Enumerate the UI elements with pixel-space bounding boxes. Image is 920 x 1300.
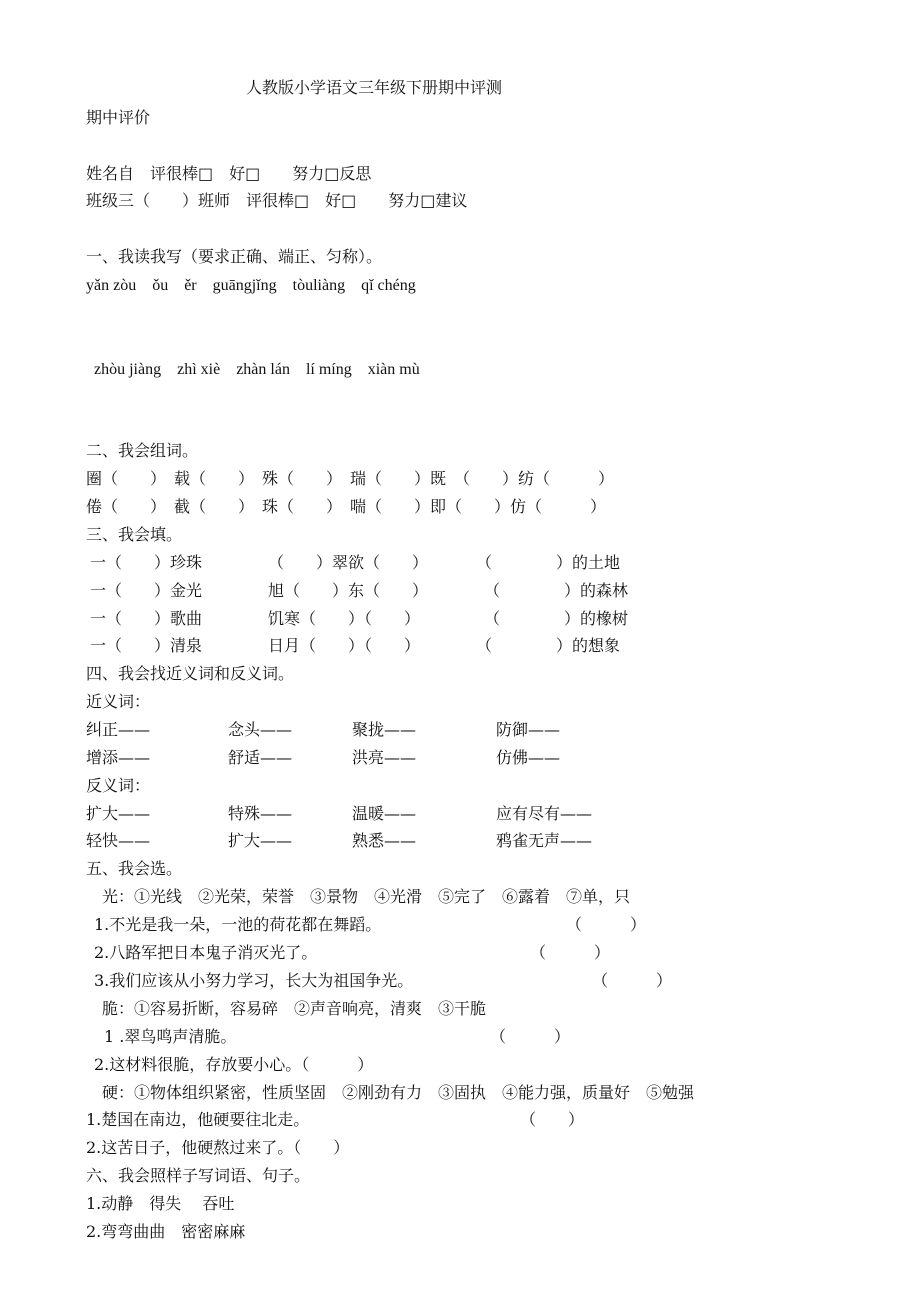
fill-cell: 旭（ ）东（ ）	[268, 581, 429, 600]
cui-item-2: 2.这材料很脆，存放要小心。（ ）	[94, 1055, 374, 1074]
synonym-cell: 聚拢——	[352, 720, 417, 739]
synonym-label: 近义词：	[86, 692, 151, 711]
antonym-cell: 扩大——	[86, 804, 151, 823]
antonym-cell: 特殊——	[228, 804, 293, 823]
synonym-cell: 纠正——	[86, 720, 151, 739]
ying-item-2: 2.这苦日子，他硬熬过来了。（ ）	[86, 1138, 350, 1157]
section5-heading: 五、我会选。	[86, 859, 183, 878]
section6-heading: 六、我会照样子写词语、句子。	[86, 1166, 311, 1185]
example-item-2: 2.弯弯曲曲 密密麻麻	[86, 1222, 246, 1241]
fill-cell: 一（ ）歌曲	[90, 609, 203, 628]
synonym-cell: 念头——	[228, 720, 293, 739]
guang-definitions: 光：①光线 ②光荣，荣誉 ③景物 ④光滑 ⑤完了 ⑥露着 ⑦单，只	[102, 887, 631, 906]
cui-item-1: 1 .翠鸟鸣声清脆。	[104, 1027, 237, 1046]
answer-blank: （ ）	[490, 1027, 571, 1046]
ying-definitions: 硬：①物体组织紧密，性质坚固 ②刚劲有力 ③固执 ④能力强，质量好 ⑤勉强	[102, 1083, 695, 1102]
word-group-row-1: 圈（ ） 载（ ） 殊（ ） 瑞（ ）既 （ ）纺（ ）	[86, 469, 615, 488]
fill-cell: 一（ ）金光	[90, 581, 203, 600]
fill-cell: （ ）的森林	[484, 581, 629, 600]
pinyin-row-1: yǎn zòu ǒu ěr guāngjǐng tòuliàng qǐ chéng	[86, 277, 416, 294]
synonym-cell: 增添——	[86, 748, 151, 767]
fill-cell: （ ）翠欲（ ）	[268, 553, 429, 572]
antonym-cell: 扩大——	[228, 831, 293, 850]
guang-item-2: 2.八路军把日本鬼子消灭光了。	[94, 943, 318, 962]
word-group-row-2: 倦（ ） 截（ ） 珠（ ） 喘（ ）即（ ）仿（ ）	[86, 497, 607, 516]
cui-definitions: 脆：①容易折断，容易碎 ②声音响亮，清爽 ③干脆	[102, 999, 487, 1018]
subtitle: 期中评价	[86, 108, 151, 127]
header-row-name: 姓名自 评很棒□ 好□ 努力□反思	[86, 164, 372, 183]
answer-blank: （ ）	[592, 971, 673, 990]
example-item-1: 1.动静 得失 吞吐	[86, 1194, 235, 1213]
fill-cell: 一（ ）珍珠	[90, 553, 203, 572]
synonym-cell: 洪亮——	[352, 748, 417, 767]
antonym-cell: 轻快——	[86, 831, 151, 850]
answer-blank: （ ）	[520, 1110, 585, 1129]
pinyin-row-2: zhòu jiàng zhì xiè zhàn lán lí míng xiàn mù	[94, 361, 420, 378]
synonym-cell: 舒适——	[228, 748, 293, 767]
fill-cell: 日月（ ）（ ）	[268, 636, 421, 655]
section3-heading: 三、我会填。	[86, 525, 183, 544]
section4-heading: 四、我会找近义词和反义词。	[86, 664, 295, 683]
fill-cell: （ ）的土地	[476, 553, 621, 572]
fill-cell: （ ）的橡树	[484, 609, 629, 628]
fill-cell: 一（ ）清泉	[90, 636, 203, 655]
section1-heading: 一、我读我写（要求正确、端正、匀称）。	[86, 247, 383, 266]
synonym-cell: 防御——	[496, 720, 561, 739]
fill-cell: （ ）的想象	[476, 636, 621, 655]
synonym-cell: 仿佛——	[496, 748, 561, 767]
guang-item-1: 1.不光是我一朵，一池的荷花都在舞蹈。	[94, 915, 382, 934]
answer-blank: （ ）	[530, 943, 611, 962]
antonym-label: 反义词：	[86, 776, 151, 795]
section2-heading: 二、我会组词。	[86, 441, 199, 460]
guang-item-3: 3.我们应该从小努力学习，长大为祖国争光。	[94, 971, 414, 990]
antonym-cell: 鸦雀无声——	[496, 831, 593, 850]
antonym-cell: 应有尽有——	[496, 804, 593, 823]
header-row-class: 班级三（ ）班师 评很棒□ 好□ 努力□建议	[86, 191, 468, 210]
antonym-cell: 温暖——	[352, 804, 417, 823]
ying-item-1: 1.楚国在南边，他硬要往北走。	[86, 1110, 310, 1129]
answer-blank: （ ）	[566, 915, 647, 934]
page-title: 人教版小学语文三年级下册期中评测	[246, 78, 503, 97]
antonym-cell: 熟悉——	[352, 831, 417, 850]
fill-cell: 饥寒（ ）（ ）	[268, 609, 421, 628]
